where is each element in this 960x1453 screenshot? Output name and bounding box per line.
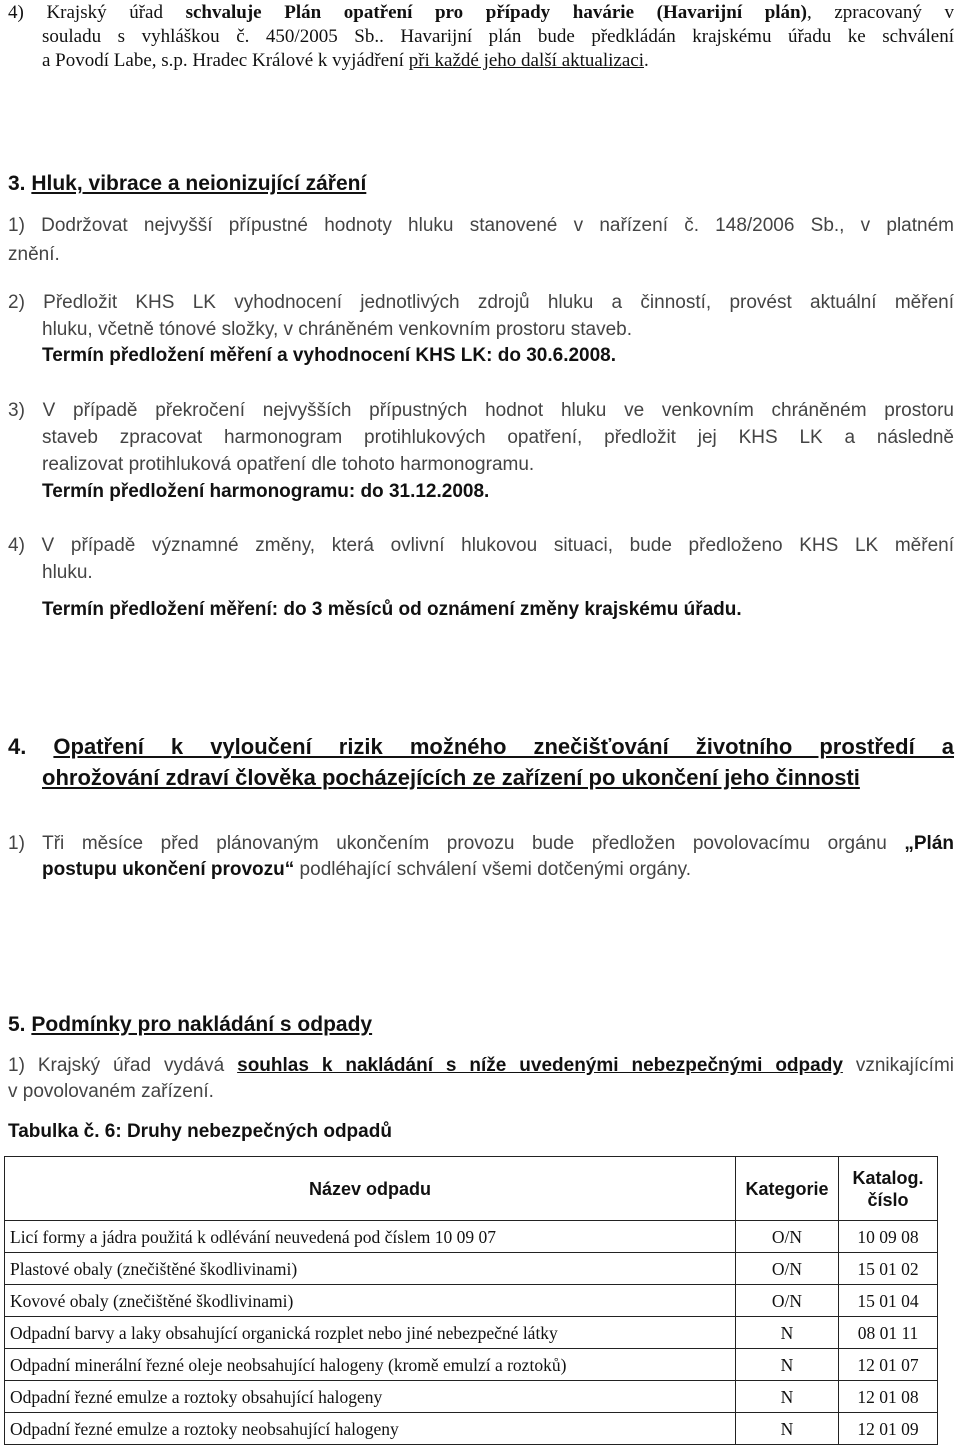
cell-code: 15 01 04	[839, 1285, 938, 1317]
text: .	[643, 50, 649, 71]
s3-item3-line3: realizovat protihluková opatření dle tohoto harmonogramu.	[42, 454, 535, 475]
table-caption: Tabulka č. 6: Druhy nebezpečných odpadů	[8, 1121, 392, 1142]
text: podléhající schválení všemi dotčenými orgány.	[294, 859, 692, 880]
text: 4) Krajský úřad	[8, 2, 186, 23]
text: vznikajícími	[842, 1055, 954, 1076]
s3-item4-line1: 4) V případě významné změny, která ovlivní hlukovou situaci, bude předloženo KHS LK měření	[8, 535, 954, 556]
text: 1) Krajský úřad vydává	[8, 1055, 238, 1076]
text: 1) Tři měsíce před plánovaným ukončením provozu bude předložen povolovacímu orgánu	[8, 833, 905, 854]
cell-code: 08 01 11	[839, 1317, 938, 1349]
cell-category: O/N	[736, 1285, 839, 1317]
s3-item2-line1: 2) Předložit KHS LK vyhodnocení jednotlivých zdrojů hluku a činností, provést aktuální měření	[8, 292, 954, 313]
section5-heading	[8, 1012, 954, 1038]
s5-item1-line1	[8, 1053, 954, 1079]
header-name: Název odpadu	[5, 1157, 736, 1221]
header-catalog	[839, 1157, 938, 1221]
cell-name: Plastové obaly (znečištěné škodlivinami)	[5, 1253, 736, 1285]
bold-underlined-text: souhlas k nakládání s níže uvedenými nebezpečnými odpady	[237, 1055, 843, 1076]
cell-code: 15 01 02	[839, 1253, 938, 1285]
s3-item2-line2: hluku, včetně tónové složky, v chráněném venkovním prostoru staveb.	[42, 319, 633, 340]
s3-item4-line2: hluku.	[42, 562, 93, 583]
table-row	[5, 1221, 938, 1253]
bold-text: postupu ukončení provozu“	[42, 859, 295, 880]
s3-item3-line2: staveb zpracovat harmonogram protihlukových opatření, předložit jej KHS LK a následně	[42, 427, 954, 448]
s3-item2-deadline: Termín předložení měření a vyhodnocení KHS LK: do 30.6.2008.	[42, 345, 617, 366]
cell-name: Odpadní barvy a laky obsahující organická rozplet nebo jiné nebezpečné látky	[5, 1317, 736, 1349]
s3-item3-line1: 3) V případě překročení nejvyšších přípustných hodnot hluku ve venkovním chráněném prostoru	[8, 400, 954, 421]
section-title: Opatření k vyloučení rizik možného znečišťování životního prostředí a	[53, 734, 954, 759]
header-catalog-line2: číslo	[867, 1189, 909, 1210]
text: a Povodí Labe, s.p. Hradec Králové k vyjádření	[42, 50, 409, 71]
table-row	[5, 1381, 938, 1413]
cell-category: N	[736, 1381, 839, 1413]
cell-category: O/N	[736, 1253, 839, 1285]
cell-name: Licí formy a jádra použitá k odlévání neuvedená pod číslem 10 09 07	[5, 1221, 736, 1253]
s3-item3-deadline: Termín předložení harmonogramu: do 31.12.2008.	[42, 481, 490, 502]
header-category: Kategorie	[736, 1157, 839, 1221]
cell-name: Odpadní řezné emulze a roztoky obsahující halogeny	[5, 1381, 736, 1413]
cell-code: 12 01 09	[839, 1413, 938, 1445]
havarijni-plan-line1	[8, 0, 954, 26]
s3-item1-line2: znění.	[8, 244, 60, 265]
havarijni-plan-line3	[42, 48, 954, 74]
cell-name: Odpadní minerální řezné oleje neobsahující halogeny (kromě emulzí a roztoků)	[5, 1349, 736, 1381]
table-row	[5, 1285, 938, 1317]
havarijni-plan-line2: souladu s vyhláškou č. 450/2005 Sb.. Havarijní plán bude předkládán krajskému úřadu ke schválení	[42, 26, 954, 47]
table-row	[5, 1349, 938, 1381]
section4-heading-line1	[8, 732, 954, 762]
cell-code: 12 01 08	[839, 1381, 938, 1413]
section3-heading	[8, 171, 954, 197]
header-catalog-line1: Katalog.	[852, 1167, 924, 1188]
bold-text: „Plán	[904, 833, 954, 854]
cell-code: 12 01 07	[839, 1349, 938, 1381]
table-header-row	[5, 1157, 938, 1221]
table-row	[5, 1413, 938, 1445]
underlined-text: při každé jeho další aktualizaci	[408, 50, 644, 71]
s5-item1-line2: v povolovaném zařízení.	[8, 1081, 214, 1102]
s3-item1-line1: 1) Dodržovat nejvyšší přípustné hodnoty hluku stanovené v nařízení č. 148/2006 Sb., v platném	[8, 215, 954, 236]
cell-name: Odpadní řezné emulze a roztoky neobsahující halogeny	[5, 1413, 736, 1445]
section-number: 5.	[8, 1013, 32, 1036]
section-title: Podmínky pro nakládání s odpady	[31, 1013, 373, 1036]
cell-code: 10 09 08	[839, 1221, 938, 1253]
cell-category: N	[736, 1413, 839, 1445]
text: , zpracovaný v	[806, 2, 955, 23]
s3-item4-deadline: Termín předložení měření: do 3 měsíců od oznámení změny krajskému úřadu.	[42, 599, 742, 620]
cell-category: N	[736, 1349, 839, 1381]
table-row	[5, 1317, 938, 1349]
cell-name: Kovové obaly (znečištěné škodlivinami)	[5, 1285, 736, 1317]
s4-item1-line1	[8, 831, 954, 857]
cell-category: O/N	[736, 1221, 839, 1253]
section-number: 3.	[8, 172, 32, 195]
s4-item1-line2	[42, 857, 954, 883]
bold-text: schvaluje Plán opatření pro případy havárie (Havarijní plán)	[185, 2, 807, 23]
waste-table	[4, 1156, 938, 1445]
section4-heading-line2: ohrožování zdraví člověka pocházejících ze zařízení po ukončení jeho činnosti	[42, 765, 860, 790]
table-row	[5, 1253, 938, 1285]
section-title: Hluk, vibrace a neionizující záření	[31, 172, 367, 195]
section-number: 4.	[8, 734, 54, 759]
cell-category: N	[736, 1317, 839, 1349]
